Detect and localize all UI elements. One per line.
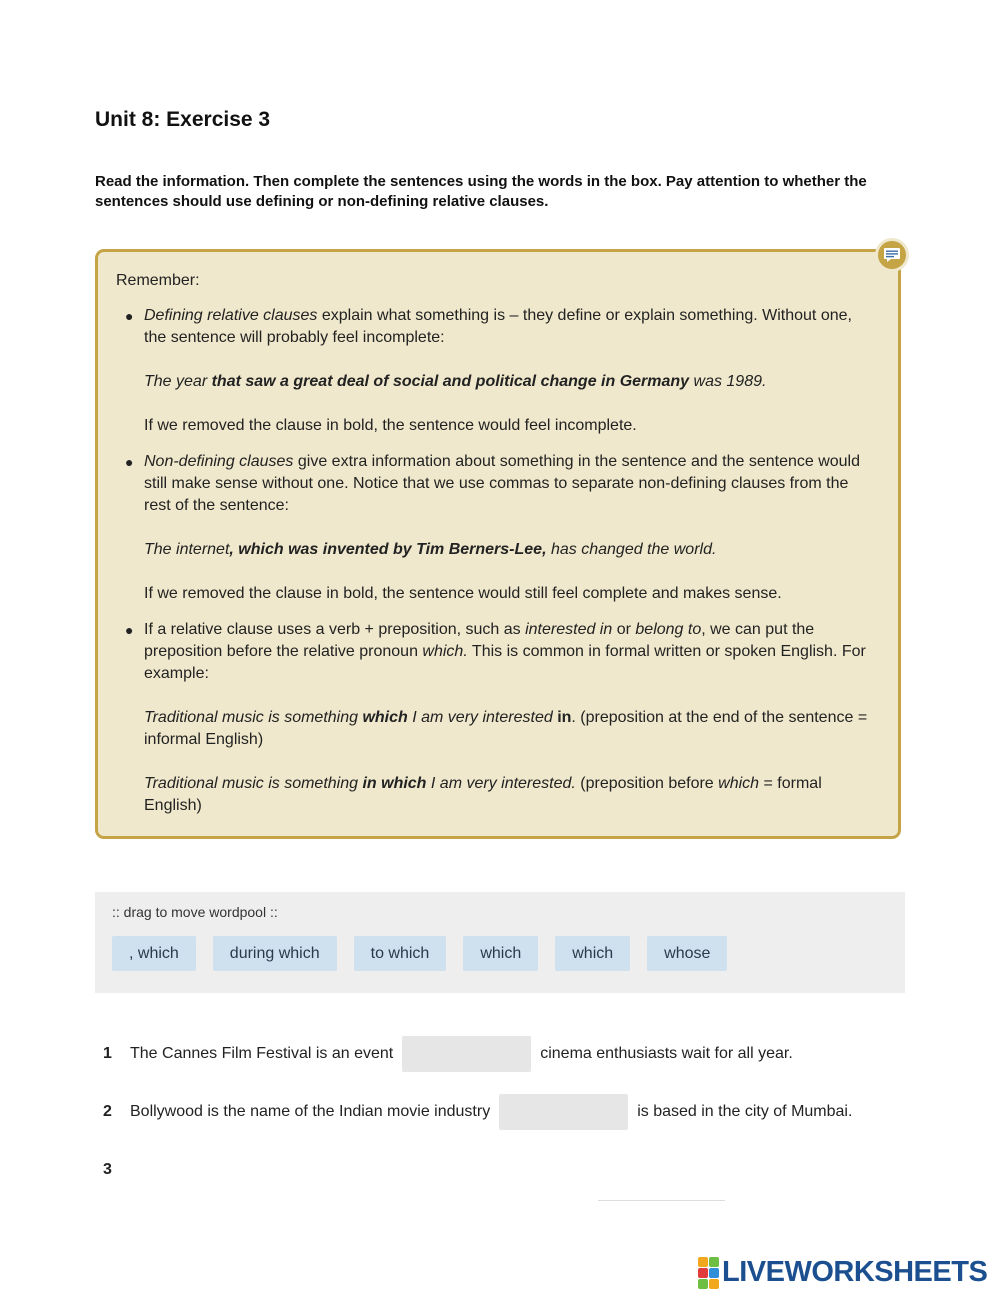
liveworksheets-logo — [698, 1256, 987, 1289]
rule-note: If we removed the clause in bold, the sentence would feel incomplete. — [144, 417, 637, 434]
logo-text: LIVEWORKSHEETS — [722, 1256, 988, 1288]
question-1 — [103, 1036, 793, 1072]
bullet-icon: ● — [125, 622, 134, 638]
wordpool-chips — [112, 936, 888, 971]
word-chip[interactable]: to which — [354, 936, 447, 971]
example-text: The year — [144, 373, 212, 390]
rule-em: belong to — [635, 621, 702, 638]
answer-drop-zone[interactable] — [499, 1094, 628, 1130]
question-text: Bollywood is the name of the Indian movie industry — [130, 1103, 491, 1120]
example-text: . (preposition at the end of the sentence = informal English) — [144, 709, 868, 748]
rule-text: give extra information about something in the sentence and the sentence would still make sense without one. Notice that we use commas to separate non-defining clauses from the rest of the sentence: — [144, 453, 861, 514]
rule-preposition — [116, 619, 868, 817]
rule-em: which. — [422, 643, 468, 660]
example-bold: which — [362, 709, 408, 726]
answer-drop-zone-faint[interactable] — [598, 1200, 725, 1201]
wordpool-drag-handle[interactable]: :: drag to move wordpool :: — [112, 904, 278, 920]
example-em: which — [718, 775, 760, 792]
logo-mark-icon — [698, 1257, 719, 1289]
example-text: The internet — [144, 541, 230, 558]
word-chip[interactable]: during which — [213, 936, 337, 971]
question-number: 1 — [103, 1045, 112, 1062]
question-3 — [103, 1152, 130, 1188]
bullet-icon: ● — [125, 308, 134, 324]
rule-em: interested in — [525, 621, 613, 638]
answer-drop-zone[interactable] — [402, 1036, 531, 1072]
question-number: 3 — [103, 1161, 112, 1178]
comment-icon-glyph — [883, 247, 901, 263]
rule-text: This is common in formal written or spoken English. For example: — [144, 643, 866, 682]
word-chip[interactable]: which — [463, 936, 538, 971]
question-text: cinema enthusiasts wait for all year. — [540, 1045, 793, 1062]
example-informal — [144, 707, 868, 751]
example-text: Traditional music is something — [144, 775, 363, 792]
example-text: has changed the world. — [546, 541, 717, 558]
question-2 — [103, 1094, 852, 1130]
example-text: = formal English) — [144, 775, 822, 814]
word-chip[interactable]: which — [555, 936, 630, 971]
rule-text: explain what something is – they define or explain something. Without one, the sentence will probably feel incomplete: — [144, 307, 852, 346]
example-text: was 1989. — [689, 373, 767, 390]
rule-text: If a relative clause uses a verb + preposition, such as — [144, 621, 526, 638]
example-bold: in — [557, 709, 572, 726]
wordpool[interactable] — [95, 892, 905, 993]
remember-box — [95, 249, 901, 839]
term-non-defining: Non-defining clauses — [144, 453, 294, 470]
word-chip[interactable]: whose — [647, 936, 727, 971]
rule-defining — [116, 305, 868, 437]
example-bold: that saw a great deal of social and political change in Germany — [211, 373, 690, 390]
example-bold: in which — [362, 775, 427, 792]
question-number: 2 — [103, 1103, 112, 1120]
term-defining: Defining relative clauses — [144, 307, 318, 324]
example-text: I am very interested. — [426, 775, 576, 792]
question-text: is based in the city of Mumbai. — [637, 1103, 853, 1120]
question-text: The Cannes Film Festival is an event — [130, 1045, 394, 1062]
rule-note: If we removed the clause in bold, the sentence would still feel complete and makes sense. — [144, 585, 782, 602]
rule-text: or — [612, 621, 636, 638]
bullet-icon: ● — [125, 454, 134, 470]
rule-non-defining — [116, 451, 868, 605]
page-title: Unit 8: Exercise 3 — [95, 108, 271, 131]
word-chip[interactable]: , which — [112, 936, 196, 971]
instructions: Read the information. Then complete the sentences using the words in the box. Pay attention to whether the sentences should use defining or non-defining relative clauses. — [95, 173, 867, 210]
example-formal — [144, 773, 868, 817]
comment-icon[interactable] — [875, 238, 909, 272]
example-bold: , which was invented by Tim Berners-Lee, — [229, 541, 547, 558]
remember-heading: Remember: — [116, 272, 200, 289]
example-text: I am very interested — [407, 709, 558, 726]
rule-text: , we can put the preposition before the relative pronoun — [144, 621, 815, 660]
example-text: (preposition before — [575, 775, 719, 792]
example-text: Traditional music is something — [144, 709, 363, 726]
